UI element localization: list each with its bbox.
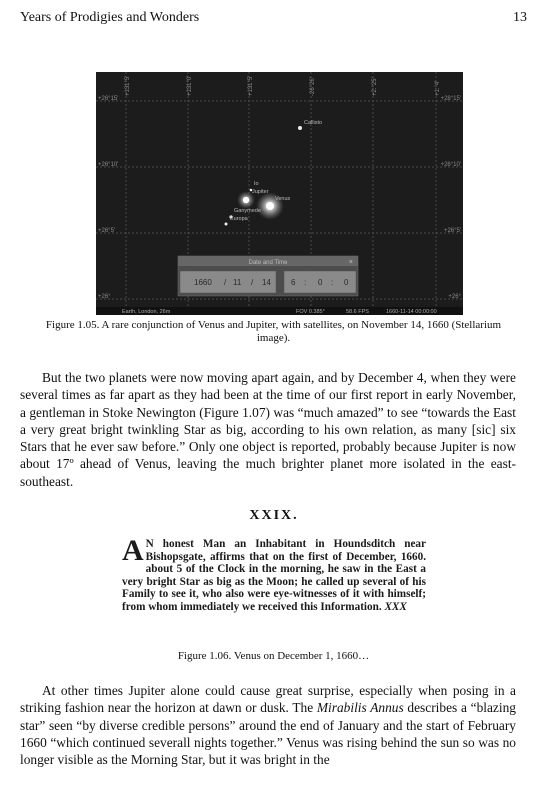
coord-top-3: +131°5'	[248, 75, 254, 96]
coord-top-4: -26°26'	[310, 77, 316, 96]
label-europa: Europa	[230, 216, 248, 222]
time-separator-1: :	[304, 278, 307, 287]
page-header	[20, 10, 527, 28]
excerpt-heading: XXIX.	[249, 508, 299, 523]
callisto	[298, 126, 302, 130]
coord-right-3: +26°5'	[443, 228, 461, 234]
jupiter	[243, 197, 249, 203]
coord-right-2: +26°10'	[440, 162, 461, 168]
minute-value[interactable]: 0	[318, 278, 323, 287]
date-separator-2: /	[251, 278, 254, 287]
europa	[225, 223, 228, 226]
coord-left-1: +26°15'	[98, 96, 119, 102]
stellarium-figure	[96, 72, 463, 315]
running-title: Years of Prodigies and Wonders	[20, 10, 200, 25]
dialog-close-icon[interactable]: ×	[348, 259, 353, 266]
coord-top-6: +1:°4'	[435, 80, 441, 96]
paragraph-2	[20, 682, 516, 768]
label-venus: Venus	[275, 196, 291, 202]
date-time-dialog	[178, 256, 358, 296]
paragraph-1	[20, 369, 516, 490]
dialog-title: Date and Time	[248, 260, 288, 266]
drop-cap: A	[122, 534, 144, 567]
coord-left-4: +26°	[98, 294, 111, 300]
paragraph-1-text: But the two planets were now moving apart again, and by December 4, when they were several times as far apart as they had been at the time of our first report in early November, a gentleman in Stoke Newington (Figure 1.07) was “much amazed” to see “towards the East a very great bright twinkling Star as big, according to his own relation, as many [sic] six Stars that he ever saw before.” Only one object is reported, probably because Jupiter is now about 17º ahead of Venus, leaving the much brighter planet more isolated in the east-southeast.	[20, 370, 516, 489]
coord-left-2: +26°10'	[98, 162, 119, 168]
year-value[interactable]: 1660	[194, 278, 212, 287]
label-io: Io	[254, 181, 259, 187]
label-ganymede: Ganymede	[234, 208, 261, 214]
time-separator-2: :	[331, 278, 334, 287]
label-callisto: Callisto	[304, 120, 323, 126]
status-fps: 58.6 FPS	[346, 309, 369, 315]
excerpt-body	[122, 534, 426, 614]
coord-left-3: +26°5'	[98, 228, 116, 234]
month-value[interactable]: 11	[233, 278, 242, 287]
venus	[266, 202, 274, 210]
coord-right-4: +26°	[448, 294, 461, 300]
excerpt-text: N honest Man an Inhabitant in Houndsditch near Bishopsgate, affirms that on the first of December, 1660. about 5 of the Clock in the morning, he saw in the East a very bright Star as big as the Moon; he called up several of his Family to see it, who also were eye-witnesses of it with himself; from whom immediately we received this Information.	[122, 538, 426, 613]
status-datetime: 1660-11-14 00:00:00	[386, 309, 437, 315]
second-value[interactable]: 0	[344, 278, 349, 287]
mirabilis-annus-excerpt	[118, 504, 430, 644]
page-number: 13	[513, 10, 527, 25]
paragraph-2-text-a: At other times Jupiter alone could cause great surprise, especially when posing in a striking fashion near the horizon at dawn or dusk. The	[20, 683, 516, 716]
date-separator-1: /	[224, 278, 227, 287]
figure-1-06-caption: Figure 1.06. Venus on December 1, 1660…	[177, 650, 370, 662]
figure-1-05-caption: Figure 1.05. A rare conjunction of Venus and Jupiter, with satellites, on November 14, 1660 (Stellarium image).	[45, 319, 502, 344]
excerpt-signature: XXX	[384, 600, 407, 613]
coord-top-1: +131°5'	[125, 75, 131, 96]
coord-top-5: +2:°25'	[372, 77, 378, 96]
book-title-mirabilis-annus: Mirabilis Annus	[316, 700, 404, 716]
status-fov: FOV 0.385°	[296, 309, 325, 315]
hour-value[interactable]: 6	[291, 278, 296, 287]
coord-right-1: +28°15'	[440, 96, 461, 102]
day-value[interactable]: 14	[262, 278, 271, 287]
status-location: Earth, London, 26m	[122, 309, 171, 315]
paragraph-2-text-b: describes a “blazing star” seen “by diverse credible persons” around the end of January and the start of February 1660 “which continued severall nights together.” Venus was rising behind the sun so was no longer visible as the Morning Star, but it was bright in the	[20, 700, 516, 768]
label-jupiter: Jupiter	[252, 189, 269, 195]
coord-top-2: +131°0'	[187, 75, 193, 96]
